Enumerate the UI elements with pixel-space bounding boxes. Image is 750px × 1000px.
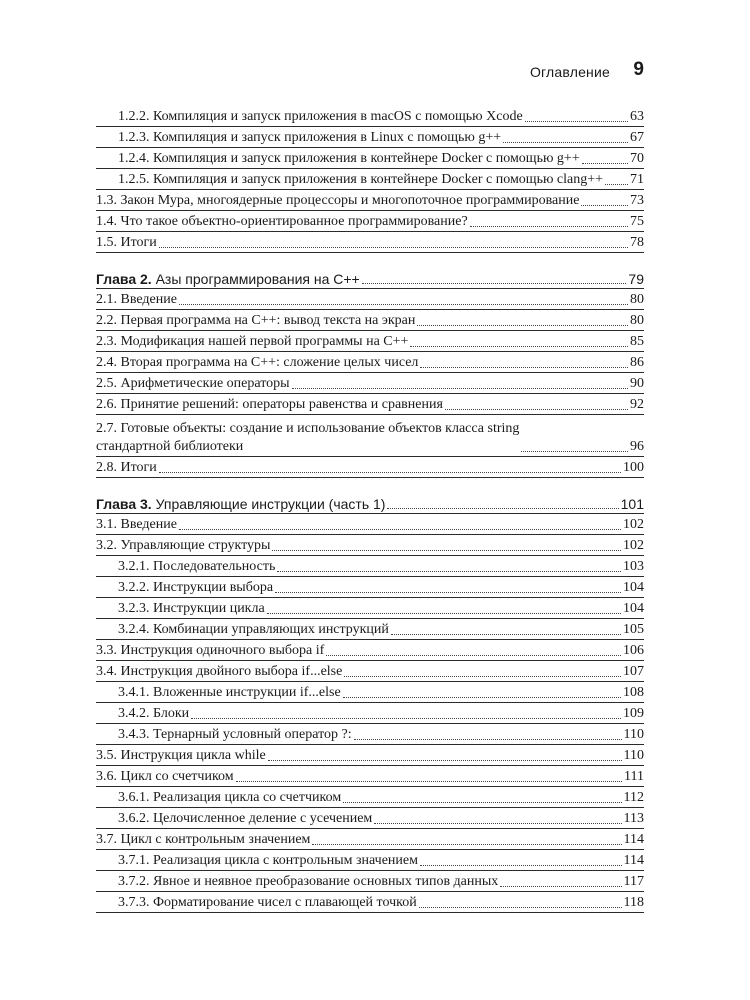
toc-subsection-entry[interactable]: [96, 619, 644, 640]
toc-subsection-entry[interactable]: [96, 892, 644, 913]
toc-entry-title: 2.5. Арифметические операторы: [96, 376, 290, 391]
toc-entry-title: 1.4. Что такое объектно-ориентированное программирование?: [96, 214, 468, 229]
toc-entry-page: 117: [623, 874, 644, 889]
toc-entry-page: 96: [630, 439, 644, 454]
toc-subsection-entry[interactable]: [96, 106, 644, 127]
toc-subsection-entry[interactable]: [96, 169, 644, 190]
toc-entry-title: 3.7. Цикл с контрольным значением: [96, 832, 311, 847]
dot-leader: [343, 802, 621, 803]
toc-entry-page: 63: [630, 109, 644, 124]
toc-section-entry[interactable]: [96, 190, 644, 211]
dot-leader: [343, 697, 621, 698]
toc-entry-title: 3.4.2. Блоки: [118, 706, 190, 721]
toc-subsection-entry[interactable]: [96, 577, 644, 598]
toc-entry-page: 109: [623, 706, 644, 721]
toc-section-entry[interactable]: [96, 352, 644, 373]
toc-section-entry[interactable]: [96, 457, 644, 478]
toc-entry-page: 100: [623, 460, 644, 475]
toc-section-entry[interactable]: [96, 829, 644, 850]
running-header-title: Оглавление: [529, 64, 610, 80]
toc-entry-page: 86: [630, 355, 644, 370]
toc-entry-title: 3.7.1. Реализация цикла с контрольным значением: [118, 853, 418, 868]
dot-leader: [387, 508, 618, 509]
toc-entry-title: 1.2.2. Компиляция и запуск приложения в macOS с помощью Xcode: [118, 109, 523, 124]
toc-subsection-entry[interactable]: [96, 682, 644, 703]
chapter-label: Глава 2.: [96, 271, 152, 287]
toc-entry-title: 1.2.4. Компиляция и запуск приложения в контейнере Docker с помощью g++: [118, 151, 580, 166]
toc-entry-page: 71: [630, 172, 644, 187]
toc-entry-page: 80: [630, 292, 644, 307]
dot-leader: [445, 409, 628, 410]
dot-leader: [581, 205, 628, 206]
toc-entry-page: 104: [623, 601, 644, 616]
section-gap: [96, 478, 644, 490]
toc-entry-page: 79: [628, 271, 644, 287]
dot-leader: [374, 823, 621, 824]
toc-section-entry[interactable]: [96, 289, 644, 310]
dot-leader: [236, 781, 622, 782]
toc-entry-page: 103: [623, 559, 644, 574]
dot-leader: [525, 121, 628, 122]
chapter-title: Азы программирования на C++: [151, 271, 360, 287]
toc-subsection-entry[interactable]: [96, 127, 644, 148]
chapter-label: Глава 3.: [96, 496, 152, 512]
toc-entry-page: 105: [623, 622, 644, 637]
toc-subsection-entry[interactable]: [96, 148, 644, 169]
toc-entry-title: [96, 270, 361, 288]
toc-entry-page: 102: [623, 538, 644, 553]
toc-chapter-entry[interactable]: [96, 265, 644, 289]
toc-entry-page: 75: [630, 214, 644, 229]
toc-entry-page: 73: [630, 193, 644, 208]
toc-entry-page: 67: [630, 130, 644, 145]
dot-leader: [179, 304, 628, 305]
dot-leader: [391, 634, 621, 635]
toc-entry-page: 70: [630, 151, 644, 166]
toc-entry-title: 3.2.3. Инструкции цикла: [118, 601, 265, 616]
toc-entry-page: 114: [623, 832, 644, 847]
toc-entry-title: 1.3. Закон Мура, многоядерные процессоры и многопоточное программирование: [96, 193, 580, 208]
toc-section-entry[interactable]: [96, 211, 644, 232]
toc-entry-title: 2.3. Модификация нашей первой программы на C++: [96, 334, 409, 349]
running-header: [96, 60, 644, 86]
toc-section-entry[interactable]: [96, 766, 644, 787]
toc-chapter-entry[interactable]: [96, 490, 644, 514]
toc-entry-title: 3.6. Цикл со счетчиком: [96, 769, 234, 784]
toc-entry-title: 3.5. Инструкция цикла while: [96, 748, 266, 763]
toc-entry-title: 3.7.2. Явное и неявное преобразование основных типов данных: [118, 874, 499, 889]
toc-subsection-entry[interactable]: [96, 850, 644, 871]
dot-leader: [292, 388, 628, 389]
dot-leader: [420, 367, 628, 368]
dot-leader: [500, 886, 621, 887]
toc-subsection-entry[interactable]: [96, 556, 644, 577]
dot-leader: [159, 472, 621, 473]
toc-entry-title: 2.6. Принятие решений: операторы равенства и сравнения: [96, 397, 443, 412]
toc-entry-page: 104: [623, 580, 644, 595]
toc-section-entry[interactable]: [96, 514, 644, 535]
toc-entry-title: 2.1. Введение: [96, 292, 177, 307]
dot-leader: [582, 163, 628, 164]
dot-leader: [605, 184, 628, 185]
toc-entry-title: 3.2.1. Последовательность: [118, 559, 276, 574]
toc-entry-title: [96, 420, 520, 456]
toc-section-entry[interactable]: [96, 373, 644, 394]
dot-leader: [326, 655, 621, 656]
toc-entry-page: 80: [630, 313, 644, 328]
dot-leader: [419, 907, 622, 908]
dot-leader: [410, 346, 628, 347]
dot-leader: [417, 325, 628, 326]
toc-entry-title: 3.2.2. Инструкции выбора: [118, 580, 274, 595]
toc-subsection-entry[interactable]: [96, 724, 644, 745]
toc-section-entry[interactable]: [96, 232, 644, 253]
dot-leader: [470, 226, 628, 227]
dot-leader: [179, 529, 621, 530]
toc-section-entry[interactable]: [96, 415, 644, 457]
toc-entry-page: 113: [623, 811, 644, 826]
toc-entry-page: 110: [623, 727, 644, 742]
toc-subsection-entry[interactable]: [96, 808, 644, 829]
toc-entry-page: 102: [623, 517, 644, 532]
toc-entry-title: 2.2. Первая программа на C++: вывод текста на экран: [96, 313, 416, 328]
toc-section-entry[interactable]: [96, 394, 644, 415]
dot-leader: [521, 451, 628, 452]
toc-entry-title: 3.4.3. Тернарный условный оператор ?:: [118, 727, 352, 742]
page-number: 9: [633, 59, 644, 80]
toc-entry-page: 114: [623, 853, 644, 868]
toc-entry-page: 107: [623, 664, 644, 679]
dot-leader: [191, 718, 621, 719]
dot-leader: [312, 844, 621, 845]
toc-entry-title-line: стандартной библиотеки: [96, 439, 244, 454]
toc-entry-page: 111: [624, 769, 644, 784]
dot-leader: [267, 613, 621, 614]
toc-entry-title: 1.2.3. Компиляция и запуск приложения в Linux с помощью g++: [118, 130, 502, 145]
toc-entry-title-line: 2.7. Готовые объекты: создание и использование объектов класса string: [96, 421, 520, 436]
dot-leader: [268, 760, 622, 761]
toc-subsection-entry[interactable]: [96, 703, 644, 724]
toc-entry-page: 118: [623, 895, 644, 910]
dot-leader: [420, 865, 622, 866]
toc-entry-title: 1.5. Итоги: [96, 235, 157, 250]
toc-entry-title: 3.2.4. Комбинации управляющих инструкций: [118, 622, 389, 637]
dot-leader: [362, 283, 627, 284]
toc-entry-page: 85: [630, 334, 644, 349]
toc-subsection-entry[interactable]: [96, 598, 644, 619]
toc-entry-title: 3.4.1. Вложенные инструкции if...else: [118, 685, 341, 700]
toc-entry-title: 3.7.3. Форматирование чисел с плавающей точкой: [118, 895, 417, 910]
toc-entry-title: 3.2. Управляющие структуры: [96, 538, 271, 553]
toc-section-entry[interactable]: [96, 745, 644, 766]
toc-entry-page: 112: [623, 790, 644, 805]
toc-subsection-entry[interactable]: [96, 787, 644, 808]
toc-entry-title: 3.6.1. Реализация цикла со счетчиком: [118, 790, 342, 805]
toc-entry-page: 110: [623, 748, 644, 763]
toc-section-entry[interactable]: [96, 535, 644, 556]
toc-entry-title: 2.4. Вторая программа на C++: сложение целых чисел: [96, 355, 419, 370]
toc-entry-title: 3.1. Введение: [96, 517, 177, 532]
toc-entry-page: 78: [630, 235, 644, 250]
toc-subsection-entry[interactable]: [96, 871, 644, 892]
dot-leader: [275, 592, 621, 593]
chapter-title: Управляющие инструкции (часть 1): [151, 496, 386, 512]
toc-entry-title: 3.4. Инструкция двойного выбора if...else: [96, 664, 343, 679]
toc-entry-title: 1.2.5. Компиляция и запуск приложения в контейнере Docker с помощью clang++: [118, 172, 604, 187]
toc-entry-title: 3.6.2. Целочисленное деление с усечением: [118, 811, 373, 826]
dot-leader: [272, 550, 621, 551]
toc-section-entry[interactable]: [96, 331, 644, 352]
toc-section-entry[interactable]: [96, 661, 644, 682]
toc-entry-page: 106: [623, 643, 644, 658]
toc-entry-title: [96, 495, 386, 513]
dot-leader: [503, 142, 628, 143]
dot-leader: [354, 739, 622, 740]
toc-section-entry[interactable]: [96, 640, 644, 661]
toc-entry-page: 92: [630, 397, 644, 412]
dot-leader: [159, 247, 628, 248]
toc-entry-page: 90: [630, 376, 644, 391]
dot-leader: [277, 571, 621, 572]
toc-entry-title: 3.3. Инструкция одиночного выбора if: [96, 643, 325, 658]
toc-entry-page: 108: [623, 685, 644, 700]
dot-leader: [344, 676, 621, 677]
table-of-contents: [96, 106, 644, 913]
toc-section-entry[interactable]: [96, 310, 644, 331]
toc-entry-page: 101: [620, 496, 644, 512]
section-gap: [96, 253, 644, 265]
toc-entry-title: 2.8. Итоги: [96, 460, 157, 475]
